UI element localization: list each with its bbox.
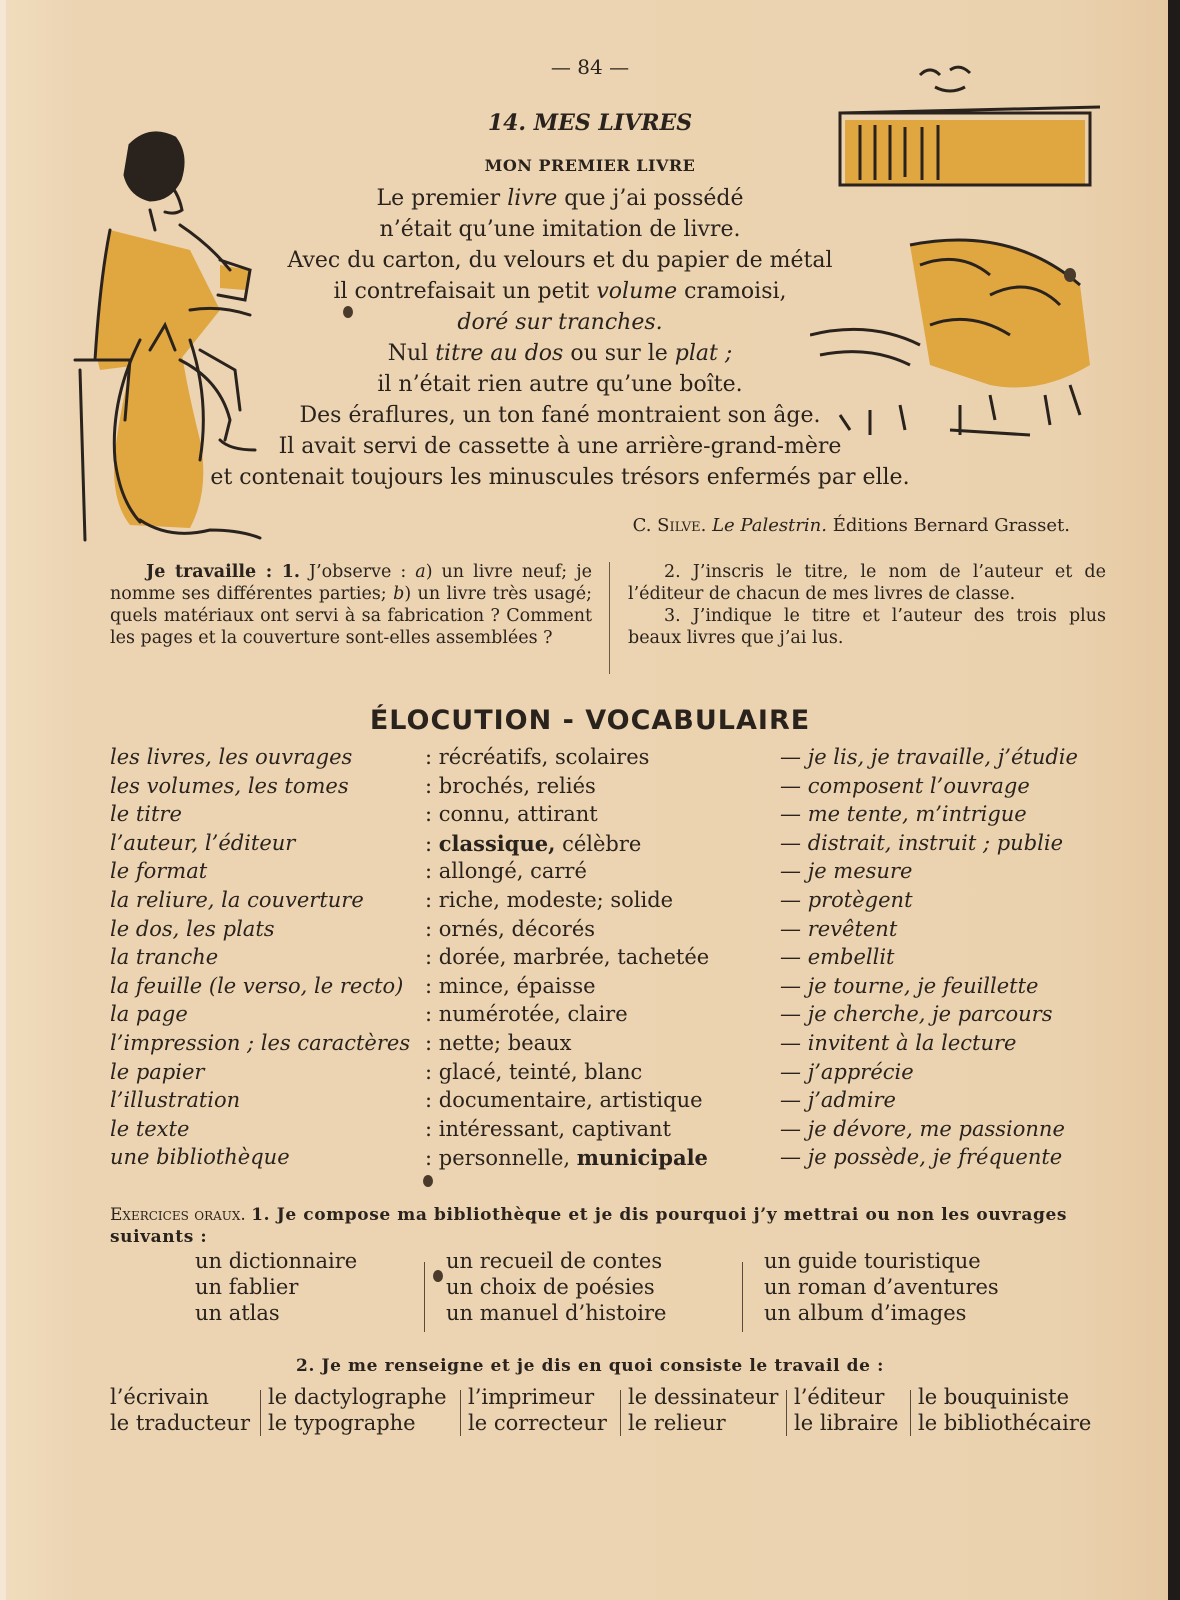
vocab-term: le papier (110, 1059, 205, 1084)
exercise-inscribe (628, 561, 1106, 649)
trade-divider (910, 1390, 911, 1436)
vocab-quality: : connu, attirant (425, 802, 598, 827)
trade-item: le typographe (268, 1411, 416, 1435)
credit-publisher: Éditions Bernard Grasset. (832, 515, 1070, 536)
trade-column (468, 1384, 607, 1436)
vocab-term: le format (110, 859, 208, 884)
book-list-col3 (764, 1248, 999, 1326)
book-list-item: un album d’images (764, 1301, 967, 1325)
trade-item: le relieur (628, 1411, 726, 1435)
poem-line: Le premier livre que j’ai possédé (376, 186, 744, 211)
vocab-action: — j’admire (780, 1088, 896, 1113)
vocab-term: les livres, les ouvrages (110, 745, 353, 769)
vocab-quality: : glacé, teinté, blanc (425, 1059, 643, 1084)
vocab-quality: : ornés, décorés (425, 916, 596, 941)
list-divider (742, 1262, 743, 1332)
vocab-action: — revêtent (780, 916, 898, 941)
vocab-term: l’illustration (110, 1088, 241, 1113)
trade-column (918, 1384, 1091, 1436)
trade-column (110, 1384, 250, 1436)
vocab-action: — me tente, m’intrigue (780, 802, 1027, 827)
poem-line: Des éraflures, un ton fané montraient son âge. (299, 403, 821, 428)
trade-divider (786, 1390, 787, 1436)
poem-line: il contrefaisait un petit volume cramoisi, (333, 279, 787, 304)
poem-line: il n’était rien autre qu’une boîte. (377, 372, 743, 397)
vocab-action: — je dévore, me passionne (780, 1116, 1065, 1141)
vocab-quality: : mince, épaisse (425, 973, 596, 998)
book-list-item: un atlas (195, 1301, 280, 1325)
oral-exercise-question-2: 2. Je me renseigne et je dis en quoi consiste le travail de : (296, 1356, 884, 1376)
trade-column (268, 1384, 447, 1436)
trade-item: le libraire (794, 1411, 899, 1435)
vocab-action: — composent l’ouvrage (780, 773, 1030, 798)
exercise-observe: Je travaille : 1. J’observe : a) un livre neuf; je nomme ses différentes parties; b) un livre très usagé; quels matériaux ont servi à sa fabrication ? Comment les pages et la couverture sont-elles assemblées ? (110, 562, 592, 648)
poem-line: Il avait servi de cassette à une arrière-grand-mère (278, 434, 842, 459)
vocab-term: les volumes, les tomes (110, 773, 349, 798)
poem-line: et contenait toujours les minuscules trésors enfermés par elle. (210, 465, 910, 490)
paper-spot (423, 1175, 433, 1187)
vocab-quality: : brochés, reliés (425, 773, 596, 798)
vocab-term: la page (110, 1002, 188, 1027)
credit-author: C. Silve. (632, 515, 707, 536)
vocab-term: le texte (110, 1116, 190, 1141)
vocab-action: — je mesure (780, 859, 913, 884)
vocab-term: la tranche (110, 945, 219, 970)
paper-spot (1064, 268, 1076, 282)
vocab-action: — embellit (780, 945, 895, 970)
oral-exercise-intro: Exercices oraux. 1. Je compose ma bibliothèque et je dis pourquoi j’y mettrai ou non les ouvrages suivants : (110, 1205, 1068, 1247)
vocab-action: — invitent à la lecture (780, 1031, 1017, 1055)
vocab-term: une bibliothèque (110, 1145, 290, 1170)
book-list-item: un choix de poésies (446, 1275, 655, 1299)
book-list-item: un fablier (195, 1275, 299, 1299)
trade-item: le dactylographe (268, 1385, 447, 1409)
vocab-quality: : dorée, marbrée, tachetée (425, 945, 710, 970)
book-list-item: un guide touristique (764, 1249, 981, 1273)
vocab-term: la feuille (le verso, le recto) (110, 973, 404, 998)
poem-line: n’était qu’une imitation de livre. (379, 217, 741, 242)
vocab-quality: : personnelle, municipale (425, 1145, 708, 1171)
paper-spot (343, 306, 353, 318)
vocab-quality: : récréatifs, scolaires (425, 745, 650, 769)
trade-column (794, 1384, 898, 1436)
vocab-action: — je possède, je fréquente (780, 1145, 1063, 1170)
book-list-item: un roman d’aventures (764, 1275, 999, 1299)
trade-item: le bibliothécaire (918, 1411, 1092, 1435)
trade-item: le traducteur (110, 1411, 250, 1435)
book-list-item: un recueil de contes (446, 1249, 663, 1273)
poem-line: doré sur tranches. (457, 310, 663, 335)
vocab-action: — distrait, instruit ; publie (780, 830, 1064, 855)
book-list-item: un dictionnaire (195, 1249, 358, 1273)
vocab-term: l’auteur, l’éditeur (110, 830, 296, 855)
book-list-col1 (195, 1248, 357, 1326)
trade-divider (620, 1390, 621, 1436)
credit-work: Le Palestrin. (712, 515, 827, 536)
trade-item: l’écrivain (110, 1385, 209, 1409)
vocab-action: — je tourne, je feuillette (780, 973, 1039, 998)
trade-item: le bouquiniste (918, 1385, 1069, 1409)
poem-line: Nul titre au dos ou sur le plat ; (387, 341, 733, 366)
vocab-action: — protègent (780, 888, 913, 912)
vocab-quality: : allongé, carré (425, 859, 587, 884)
vocab-quality: : intéressant, captivant (425, 1116, 671, 1141)
vocab-quality: : numérotée, claire (425, 1002, 628, 1027)
paper-spot (433, 1270, 443, 1282)
vocab-action: — je lis, je travaille, j’étudie (780, 745, 1078, 769)
exercise-item-2: 2. J’inscris le titre, le nom de l’auteur et de l’éditeur de chacun de mes livres de classe. (628, 562, 1106, 604)
vocab-quality: : riche, modeste; solide (425, 888, 674, 912)
poem-credit (380, 515, 1070, 536)
book-list-col2 (446, 1248, 666, 1326)
section-heading: ÉLOCUTION - VOCABULAIRE (369, 705, 811, 736)
trade-item: l’éditeur (794, 1385, 885, 1409)
trade-item: l’imprimeur (468, 1385, 595, 1409)
vocab-action: — j’apprécie (780, 1059, 914, 1084)
vocab-term: le titre (110, 802, 182, 827)
vocab-quality: : classique, célèbre (425, 830, 642, 856)
page-number: — 84 — (550, 55, 630, 79)
column-divider (609, 562, 610, 674)
vocab-quality: : documentaire, artistique (425, 1088, 703, 1113)
poem-title: MON PREMIER LIVRE (484, 156, 696, 175)
list-divider (424, 1262, 425, 1332)
exercise-item-3: 3. J’indique le titre et l’auteur des trois plus beaux livres que j’ai lus. (628, 606, 1106, 648)
vocab-term: le dos, les plats (110, 916, 275, 941)
trade-column (628, 1384, 778, 1436)
book-list-item: un manuel d’histoire (446, 1301, 667, 1325)
trade-divider (460, 1390, 461, 1436)
trade-item: le dessinateur (628, 1385, 779, 1409)
lesson-title: 14. MES LIVRES (487, 110, 693, 136)
vocab-action: — je cherche, je parcours (780, 1002, 1053, 1027)
trade-item: le correcteur (468, 1411, 607, 1435)
trade-divider (260, 1390, 261, 1436)
vocab-quality: : nette; beaux (425, 1031, 572, 1055)
poem-line: Avec du carton, du velours et du papier de métal (287, 248, 833, 273)
vocab-term: la reliure, la couverture (110, 888, 364, 912)
vocab-term: l’impression ; les caractères (110, 1031, 411, 1055)
